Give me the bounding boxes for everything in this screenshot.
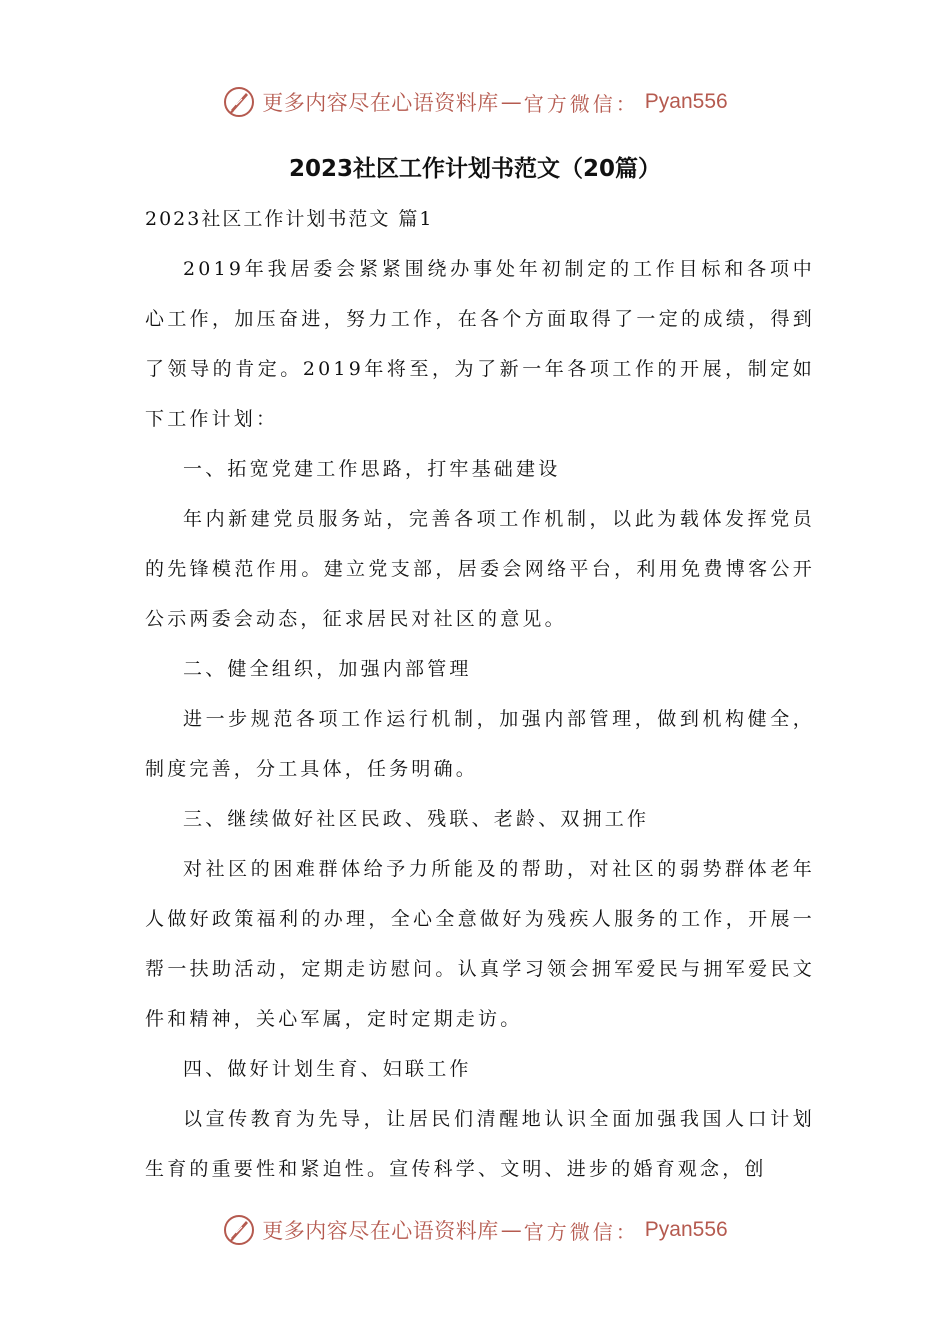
watermark-wechat-id: Pyan556: [644, 1218, 728, 1241]
quill-logo-icon: [222, 85, 256, 119]
section-heading: 二、健全组织，加强内部管理: [183, 658, 472, 680]
watermark-separator: —: [500, 90, 522, 114]
watermark-separator: —: [500, 1218, 522, 1242]
quill-logo-icon: [222, 1213, 256, 1247]
watermark-brand: 更多内容尽在心语资料库: [262, 91, 499, 115]
section-heading: 三、继续做好社区民政、残联、老龄、双拥工作: [183, 808, 650, 830]
watermark-banner-top: [0, 82, 950, 122]
paragraph: 以宣传教育为先导，让居民们清醒地认识全面加强我国人口计划生育的重要性和紧迫性。宣传科学、文明、进步的婚育观念，创: [145, 1108, 815, 1180]
document-body: [145, 194, 815, 1194]
paragraph: 进一步规范各项工作运行机制，加强内部管理，做到机构健全，制度完善，分工具体，任务明确。: [145, 708, 815, 780]
watermark-wechat-label: 官方微信：: [523, 1219, 639, 1244]
document-title: 2023社区工作计划书范文（20篇）: [288, 156, 662, 182]
watermark-banner-bottom: [0, 1210, 950, 1250]
paragraph: 年内新建党员服务站，完善各项工作机制，以此为载体发挥党员的先锋模范作用。建立党支部，居委会网络平台，利用免费博客公开公示两委会动态，征求居民对社区的意见。: [145, 508, 815, 630]
paragraph: 对社区的困难群体给予力所能及的帮助，对社区的弱势群体老年人做好政策福利的办理，全心全意做好为残疾人服务的工作，开展一帮一扶助活动，定期走访慰问。认真学习领会拥军爱民与拥军爱民文件和精神，关心军属，定时定期走访。: [145, 858, 815, 1030]
watermark-brand: 更多内容尽在心语资料库: [262, 1219, 499, 1243]
watermark-wechat-id: Pyan556: [644, 90, 728, 113]
paragraph: 2019年我居委会紧紧围绕办事处年初制定的工作目标和各项中心工作，加压奋进，努力工作，在各个方面取得了一定的成绩，得到了领导的肯定。2019年将至，为了新一年各项工作的开展，制定如下工作计划：: [145, 258, 815, 430]
section-heading: 四、做好计划生育、妇联工作: [183, 1058, 472, 1080]
watermark-wechat-label: 官方微信：: [523, 91, 639, 116]
article-subtitle: 2023社区工作计划书范文 篇1: [145, 208, 434, 230]
section-heading: 一、拓宽党建工作思路，打牢基础建设: [183, 458, 561, 480]
